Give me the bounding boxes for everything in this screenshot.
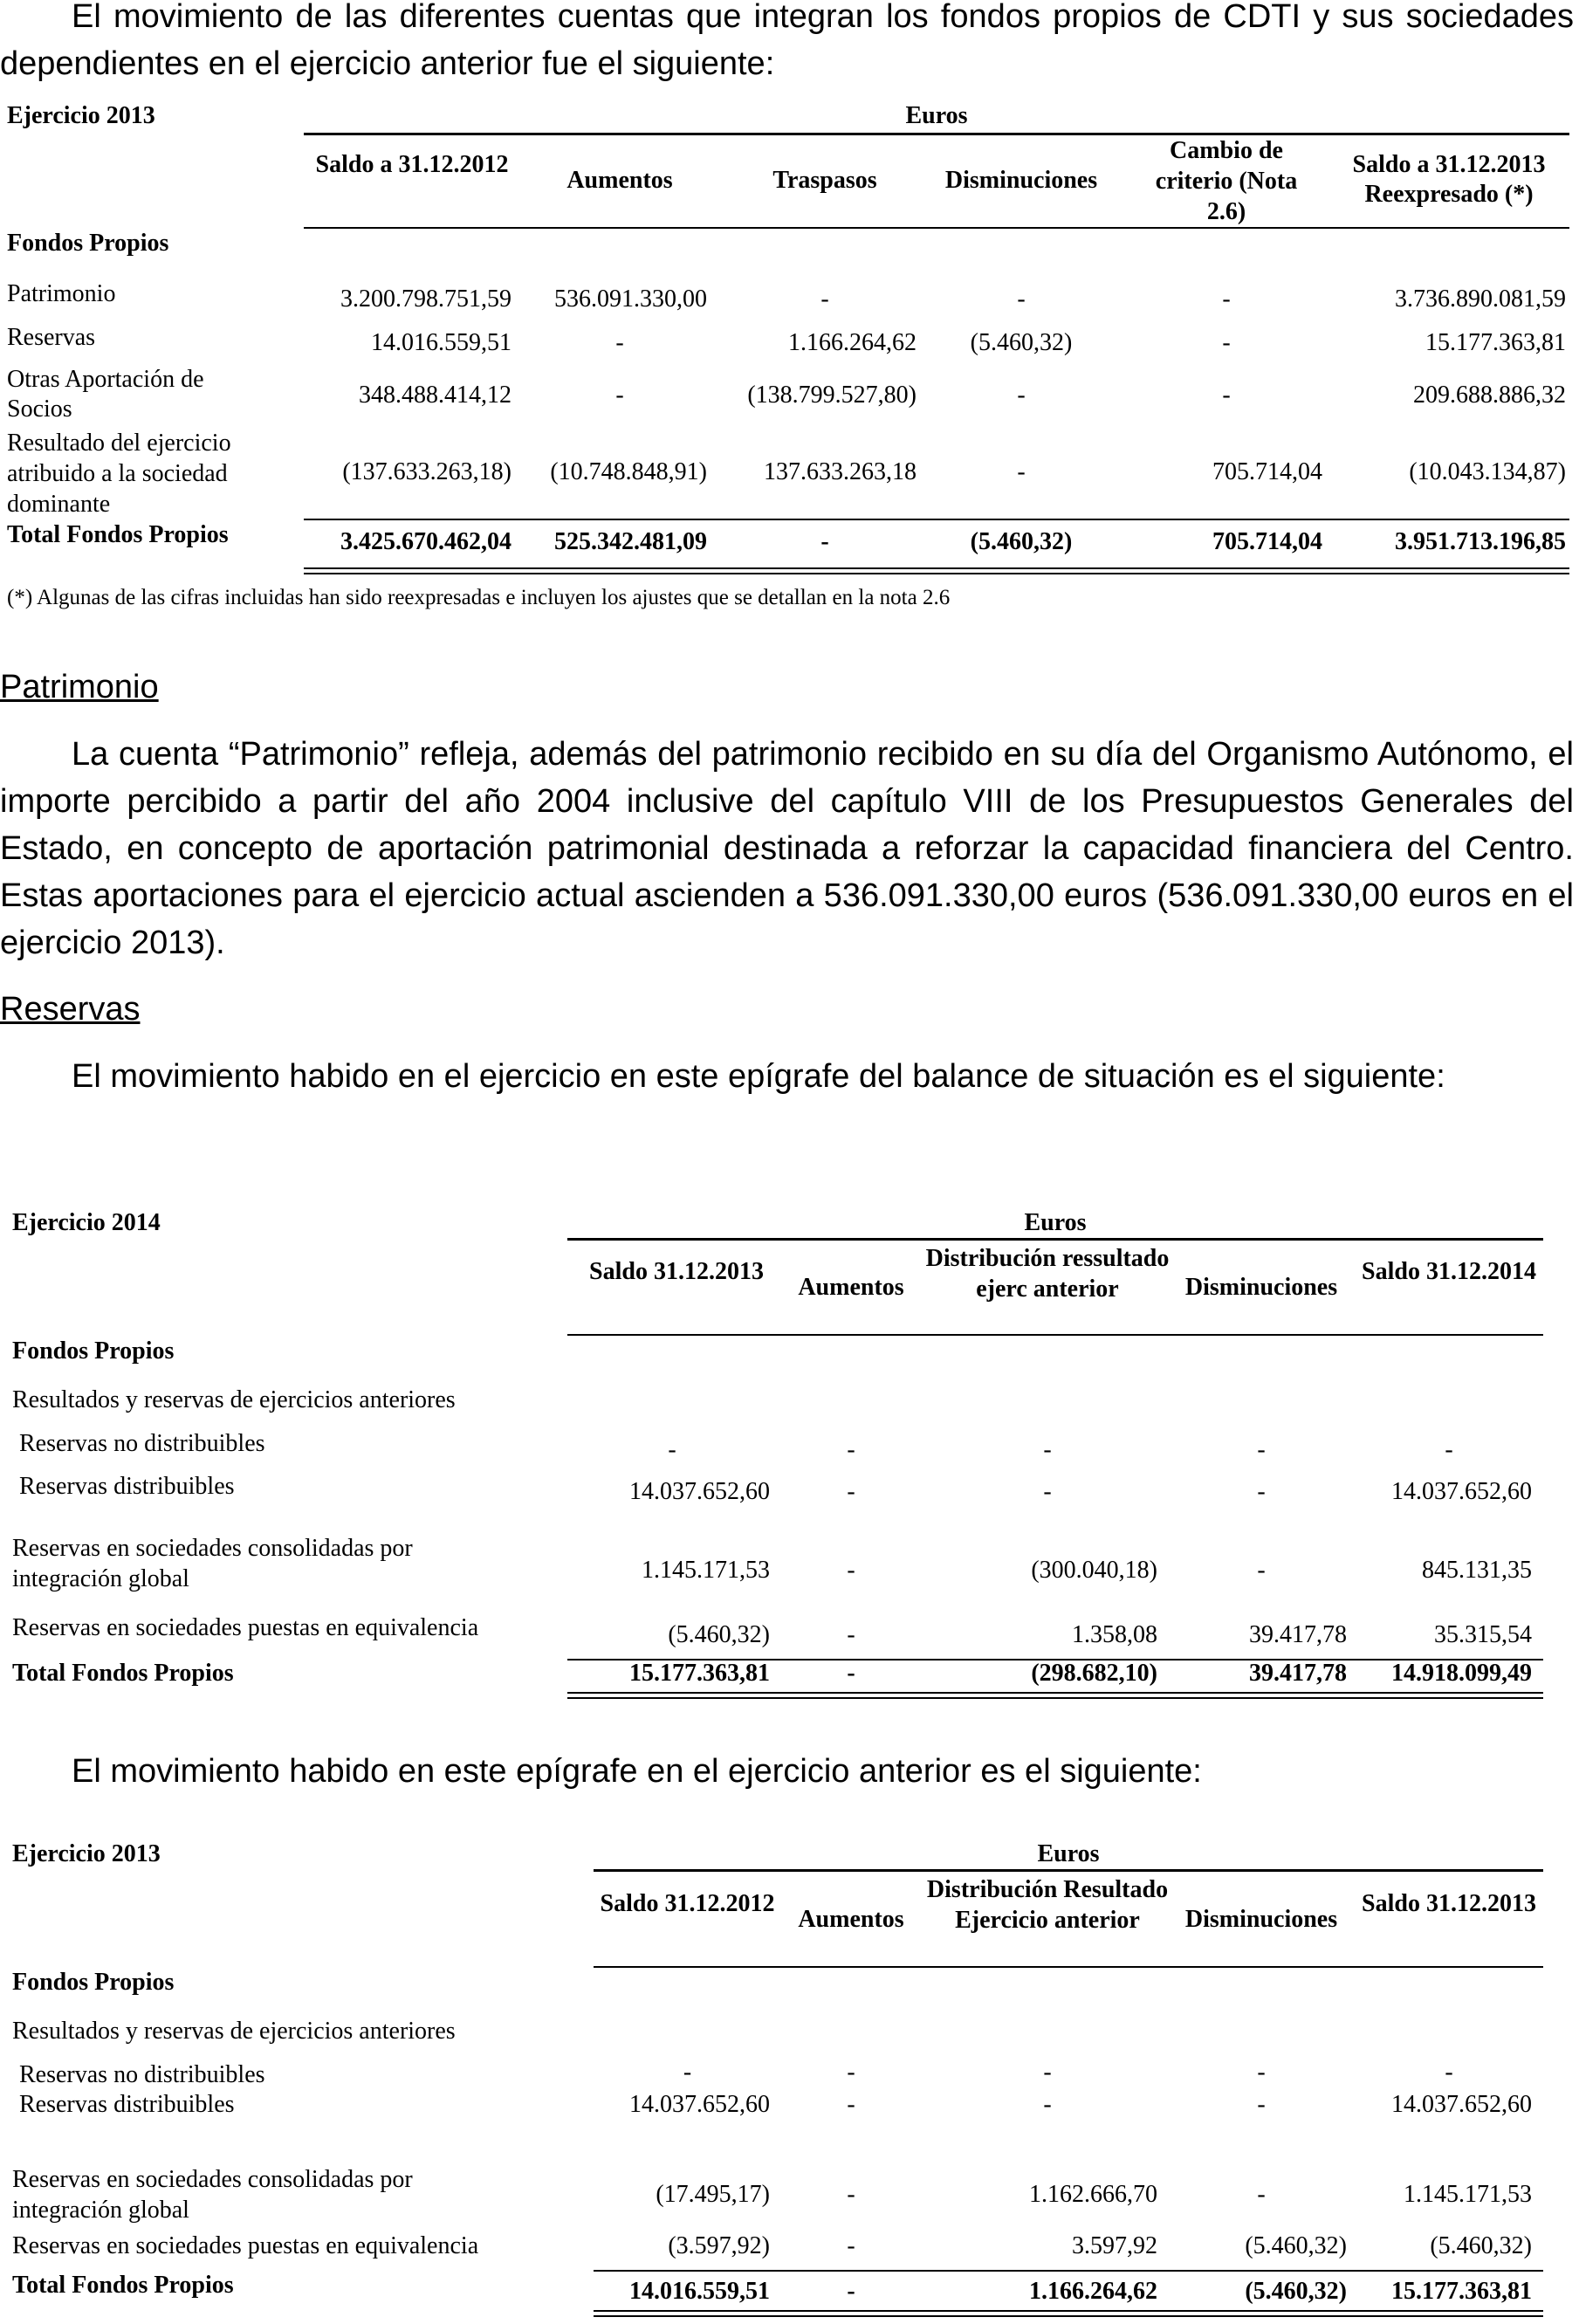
table1-cell: - [1222, 382, 1231, 409]
table3-cell: (5.460,32) [1245, 2232, 1347, 2259]
table3-cell: - [1257, 2181, 1266, 2208]
table2-subsection-label: Resultados y reservas de ejercicios anteriores [12, 1386, 456, 1413]
table3-cell: - [847, 2232, 855, 2259]
intro-paragraph [0, 0, 1574, 87]
table3-col-header: Saldo 31.12.2012 [600, 1890, 775, 1917]
table3-row-label: Reservas en sociedades consolidadas por integración global [12, 2166, 413, 2224]
table2-total-cell: 15.177.363,81 [629, 1660, 770, 1687]
previous-year-text: El movimiento habido en este epígrafe en el ejercicio anterior es el siguiente: [72, 1753, 1202, 1790]
table3-col-header: Aumentos [798, 1906, 904, 1933]
table2-cell: - [668, 1436, 676, 1463]
table2-cell: - [1257, 1557, 1266, 1584]
table1-cell: (10.748.848,91) [550, 458, 707, 485]
table3-total-cell: (5.460,32) [1245, 2278, 1347, 2305]
table3-group-header: Euros [1037, 1840, 1100, 1867]
table3-cell: - [1043, 2059, 1052, 2086]
table1-cell: - [1222, 285, 1231, 313]
table2-col-header: Distribución ressultado ejerc anterior [925, 1245, 1170, 1303]
table1-cell: 536.091.330,00 [554, 285, 707, 313]
reservas-paragraph [0, 1053, 1574, 1100]
table3-col-header: Saldo 31.12.2013 [1362, 1890, 1536, 1917]
table3-total-label: Total Fondos Propios [12, 2272, 234, 2299]
table1-total-cell: 3.951.713.196,85 [1395, 528, 1566, 555]
table2-total-cell: 39.417,78 [1249, 1660, 1347, 1687]
table1-cell: (138.799.527,80) [747, 382, 917, 409]
table3-cell: (17.495,17) [656, 2181, 770, 2208]
table3-cell: 1.162.666,70 [1029, 2181, 1157, 2208]
table1-cell: 3.200.798.751,59 [340, 285, 511, 313]
table2-cell: - [847, 1436, 855, 1463]
patrimonio-paragraph [0, 731, 1574, 966]
table1-total-cell: 705.714,04 [1212, 528, 1322, 555]
table1-row-label: Patrimonio [7, 280, 116, 307]
table3-cell: 14.037.652,60 [1391, 2091, 1532, 2118]
table3-cell: - [683, 2059, 692, 2086]
table2-cell: - [1043, 1436, 1052, 1463]
heading-reservas: Reservas [0, 991, 141, 1028]
table1-group-header: Euros [905, 102, 968, 129]
table3-section-label: Fondos Propios [12, 1969, 175, 1996]
table3-total-cell: 15.177.363,81 [1391, 2278, 1532, 2305]
table1-cell: - [1017, 382, 1026, 409]
table1-cell: 14.016.559,51 [371, 329, 511, 356]
table2-row-label: Reservas en sociedades consolidadas por integración global [12, 1535, 413, 1592]
table3-cell: - [1257, 2059, 1266, 2086]
table3-cell: 1.145.171,53 [1404, 2181, 1532, 2208]
table2-group-header: Euros [1024, 1209, 1087, 1236]
table2-cell: 35.315,54 [1434, 1621, 1532, 1648]
table2-total-cell: (298.682,10) [1031, 1660, 1157, 1687]
table2-cell: - [1257, 1478, 1266, 1505]
table2-cell: - [847, 1557, 855, 1584]
table3-col-header: Disminuciones [1184, 1906, 1338, 1933]
table1-title: Ejercicio 2013 [7, 102, 155, 129]
table1-col-header: Traspasos [772, 167, 877, 194]
table1-col-header: Saldo a 31.12.2012 [315, 151, 509, 178]
table1-col-header: Disminuciones [944, 167, 1098, 194]
table1-row-label: Reservas [7, 324, 96, 351]
table3-total-cell: 14.016.559,51 [629, 2278, 770, 2305]
table1-total-cell: 525.342.481,09 [554, 528, 707, 555]
table2-row-label: Reservas no distribuibles [19, 1430, 265, 1457]
table3-cell: (5.460,32) [1430, 2232, 1532, 2259]
table1-cell: - [820, 285, 829, 313]
table1-row-label: Resultado del ejercicio atribuido a la sociedad dominante [7, 430, 231, 518]
table1-total-label: Total Fondos Propios [7, 521, 229, 548]
table3-subsection-label: Resultados y reservas de ejercicios anteriores [12, 2018, 456, 2045]
table3-total-cell: - [847, 2278, 855, 2305]
table2-cell: 14.037.652,60 [1391, 1478, 1532, 1505]
table2-col-header: Saldo 31.12.2014 [1362, 1258, 1536, 1285]
intro-text: El movimiento de las diferentes cuentas que integran los fondos propios de CDTI y sus sociedades dependientes en el ejercicio anterior fue el siguiente: [0, 0, 1574, 82]
table1-cell: - [615, 382, 624, 409]
table1-cell: - [1017, 458, 1026, 485]
reservas-text: El movimiento habido en el ejercicio en este epígrafe del balance de situación es el siguiente: [72, 1058, 1445, 1095]
table1-cell: (5.460,32) [970, 329, 1073, 356]
table2-cell: - [847, 1621, 855, 1648]
table2-col-header: Disminuciones [1184, 1274, 1338, 1301]
table2-total-cell: 14.918.099,49 [1391, 1660, 1532, 1687]
table2-title: Ejercicio 2014 [12, 1209, 161, 1236]
patrimonio-text: La cuenta “Patrimonio” refleja, además del patrimonio recibido en su día del Organismo Autónomo, el importe percibido a partir del año 2004 inclusive del capítulo VIII de los Presupuestos Generales del Estado, en concepto de aportación patrimonial destinada a reforzar la capacidad financiera del Centro. Estas aportaciones para el ejercicio actual ascienden a 536.091.330,00 euros (536.091.330,00 euros en el ejercicio 2013). [0, 736, 1574, 961]
table1-col-header: Saldo a 31.12.2013 Reexpresado (*) [1352, 151, 1546, 208]
table3-cell: - [1043, 2091, 1052, 2118]
table1-cell: - [1222, 329, 1231, 356]
table1-footnote: (*) Algunas de las cifras incluidas han sido reexpresadas e incluyen los ajustes que se detallan en la nota 2.6 [7, 586, 951, 609]
table1-total-cell: (5.460,32) [970, 528, 1073, 555]
table1-col-header: Aumentos [566, 167, 673, 194]
table1-cell: - [1017, 285, 1026, 313]
table3-cell: (3.597,92) [668, 2232, 770, 2259]
table2-cell: 14.037.652,60 [629, 1478, 770, 1505]
table3-row-label: Reservas distribuibles [19, 2091, 235, 2118]
table3-cell: - [1445, 2059, 1453, 2086]
table2-cell: 39.417,78 [1249, 1621, 1347, 1648]
table1-row-label: Otras Aportación de Socios [7, 366, 204, 423]
table3-title: Ejercicio 2013 [12, 1840, 161, 1867]
table2-cell: - [1445, 1436, 1453, 1463]
table3-total-cell: 1.166.264,62 [1029, 2278, 1157, 2305]
table2-cell: 1.145.171,53 [642, 1557, 770, 1584]
table3-cell: - [1257, 2091, 1266, 2118]
table2-cell: - [1043, 1478, 1052, 1505]
table2-col-header: Aumentos [798, 1274, 904, 1301]
table1-cell: 1.166.264,62 [788, 329, 917, 356]
table2-cell: - [847, 1478, 855, 1505]
heading-patrimonio: Patrimonio [0, 669, 159, 705]
table2-cell: (300.040,18) [1031, 1557, 1157, 1584]
table2-cell: 1.358,08 [1072, 1621, 1157, 1648]
table1-cell: (10.043.134,87) [1409, 458, 1566, 485]
table3-cell: - [847, 2181, 855, 2208]
previous-year-paragraph [0, 1748, 1574, 1795]
table3-row-label: Reservas no distribuibles [19, 2061, 265, 2088]
table2-cell: - [1257, 1436, 1266, 1463]
table3-cell: 14.037.652,60 [629, 2091, 770, 2118]
table2-row-label: Reservas en sociedades puestas en equivalencia [12, 1614, 479, 1641]
table1-cell: (137.633.263,18) [342, 458, 511, 485]
table3-col-header: Distribución Resultado Ejercicio anterior [926, 1876, 1169, 1934]
table1-cell: - [615, 329, 624, 356]
table1-cell: 348.488.414,12 [359, 382, 511, 409]
table2-total-label: Total Fondos Propios [12, 1660, 234, 1687]
table2-row-label: Reservas distribuibles [19, 1473, 235, 1500]
table2-cell: (5.460,32) [668, 1621, 770, 1648]
table1-col-header: Cambio de criterio (Nota 2.6) [1155, 137, 1298, 225]
table3-cell: 3.597,92 [1072, 2232, 1157, 2259]
table2-section-label: Fondos Propios [12, 1337, 175, 1365]
table3-cell: - [847, 2059, 855, 2086]
table2-col-header: Saldo 31.12.2013 [589, 1258, 764, 1285]
table1-cell: 209.688.886,32 [1413, 382, 1566, 409]
table1-cell: 137.633.263,18 [764, 458, 917, 485]
table3-row-label: Reservas en sociedades puestas en equivalencia [12, 2232, 479, 2259]
table1-cell: 15.177.363,81 [1425, 329, 1566, 356]
table1-section-label: Fondos Propios [7, 230, 169, 257]
table1-cell: 705.714,04 [1212, 458, 1322, 485]
table1-total-cell: - [820, 528, 829, 555]
table2-cell: 845.131,35 [1422, 1557, 1532, 1584]
table1-cell: 3.736.890.081,59 [1395, 285, 1566, 313]
table1-total-cell: 3.425.670.462,04 [340, 528, 511, 555]
table2-total-cell: - [847, 1660, 855, 1687]
table3-cell: - [847, 2091, 855, 2118]
